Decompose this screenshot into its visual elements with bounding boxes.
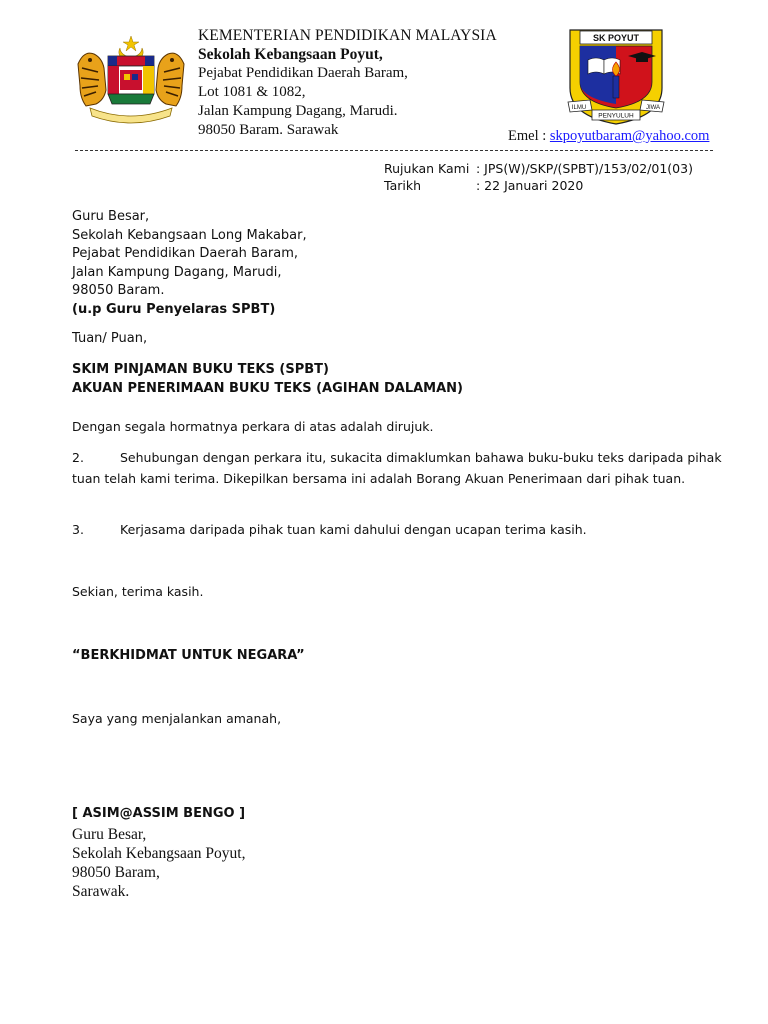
address-line: Jalan Kampung Dagang, Marudi. [198,103,398,119]
date-label: Tarikh [384,178,421,193]
signer-line: Sarawak. [72,883,130,900]
subject-line: SKIM PINJAMAN BUKU TEKS (SPBT) [72,362,329,377]
address-line: 98050 Baram. Sarawak [198,122,339,138]
school-name: Sekolah Kebangsaan Poyut, [198,46,383,63]
recipient-line: Pejabat Pendidikan Daerah Baram, [72,246,299,261]
motto: “BERKHIDMAT UNTUK NEGARA” [72,648,305,663]
paragraph-number: 2. [72,450,84,465]
reference-value: : JPS(W)/SKP/(SPBT)/153/02/01(03) [476,161,693,176]
logo-ribbon-right: JIWA [645,105,661,111]
subject-line: AKUAN PENERIMAAN BUKU TEKS (AGIHAN DALAMAN) [72,381,463,396]
subject [72,360,463,398]
signer-line: Sekolah Kebangsaan Poyut, [72,845,246,862]
reference-block [384,160,693,194]
signer-line: 98050 Baram, [72,864,160,881]
recipient-line: Guru Besar, [72,209,150,224]
logo-ribbon-bottom: PENYULUH [598,112,634,120]
email-link[interactable]: skpoyutbaram@yahoo.com [549,128,710,144]
address-line: Lot 1081 & 1082, [198,84,306,100]
signer-details [72,825,245,901]
paragraph-3 [72,519,727,540]
email-line [508,128,709,145]
paragraph-2 [72,447,727,489]
date-value: : 22 Januari 2020 [476,178,584,193]
paragraph-1: Dengan segala hormatnya perkara di atas adalah dirujuk. [72,419,434,434]
logo-banner-text: SK POYUT [592,33,640,43]
malaysia-crest-logo [70,34,192,124]
recipient-line: 98050 Baram. [72,283,165,298]
ministry-name: KEMENTERIAN PENDIDIKAN MALAYSIA [198,27,497,44]
header-divider [75,150,713,151]
recipient-line: Sekolah Kebangsaan Long Makabar, [72,227,307,243]
letterhead [198,26,497,140]
signoff: Saya yang menjalankan amanah, [72,711,282,726]
closing: Sekian, terima kasih. [72,584,204,599]
address-line: Pejabat Pendidikan Daerah Baram, [198,65,408,81]
logo-ribbon-left: ILMU [571,105,587,111]
recipient-address [72,208,307,319]
reference-label: Rujukan Kami [384,161,470,176]
paragraph-text: Sehubungan dengan perkara itu, sukacita dimaklumkan bahawa buku-buku teks daripada pihak tuan telah kami terima. Dikepilkan bersama ini adalah Borang Akuan Penerimaan dari pihak tuan. [72,450,722,486]
email-label: Emel : [508,128,547,144]
signer-name: [ ASIM@ASSIM BENGO ] [72,806,246,821]
date-row [384,177,693,194]
reference-row [384,160,693,177]
recipient-line: Jalan Kampung Dagang, Marudi, [72,264,282,280]
salutation: Tuan/ Puan, [72,331,148,346]
school-logo [566,26,666,126]
signer-line: Guru Besar, [72,826,147,843]
paragraph-number: 3. [72,522,84,537]
paragraph-text: Kerjasama daripada pihak tuan kami dahului dengan ucapan terima kasih. [120,522,587,537]
recipient-attention: (u.p Guru Penyelaras SPBT) [72,301,276,317]
